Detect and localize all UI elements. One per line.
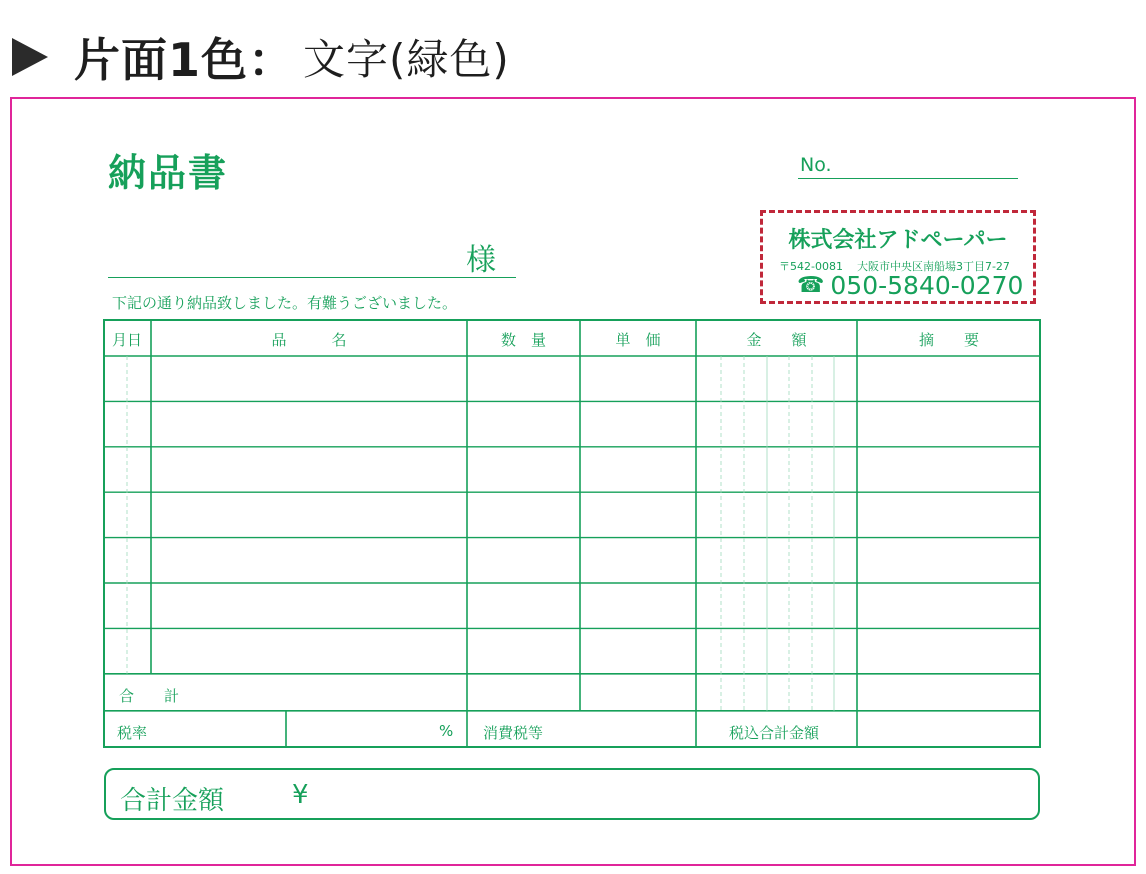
subtotal-label: 合 計 — [119, 687, 180, 705]
company-stamp — [760, 210, 1036, 304]
honorific: 様 — [466, 243, 496, 278]
yen-sign: ¥ — [292, 780, 309, 810]
grand-total-label: 合計金額 — [120, 786, 225, 816]
company-postal: 〒542-0081 — [779, 260, 843, 273]
slip-number-label: No. — [800, 154, 832, 176]
tax-rate-label: 税率 — [117, 724, 148, 742]
telephone-icon: ☎ — [797, 273, 825, 298]
heading-normal: 文字(緑色) — [303, 35, 510, 84]
play-triangle-icon — [12, 38, 48, 76]
header-item-name: 品 名 — [271, 331, 347, 349]
slip-number-line — [798, 178, 1018, 179]
tax-rate-percent: % — [439, 722, 454, 740]
thanks-message: 下記の通り納品致しました。有難うございました。 — [112, 294, 458, 312]
grand-total-box — [104, 768, 1040, 820]
header-remarks: 摘 要 — [918, 331, 979, 349]
recipient-line — [108, 277, 516, 278]
delivery-table — [103, 319, 1041, 748]
table-grid — [103, 319, 1041, 748]
header-amount: 金 額 — [746, 331, 807, 349]
tax-included-total-label: 税込合計金額 — [729, 724, 820, 742]
table-border — [104, 320, 1040, 747]
company-tel-number: 050-5840-0270 — [830, 271, 1024, 300]
page-heading — [12, 22, 510, 92]
company-street: 大阪市中央区南船場3丁目7-27 — [856, 260, 1010, 273]
header-unit-price: 単 価 — [615, 331, 661, 349]
header-date: 月日 — [111, 331, 142, 349]
slip-title: 納品書 — [108, 151, 229, 195]
heading-bold: 片面1色： — [74, 33, 296, 87]
consumption-tax-label: 消費税等 — [483, 724, 544, 742]
header-quantity: 数 量 — [500, 331, 546, 349]
company-tel — [797, 271, 1023, 300]
company-name: 株式会社アドペーパー — [788, 228, 1008, 253]
